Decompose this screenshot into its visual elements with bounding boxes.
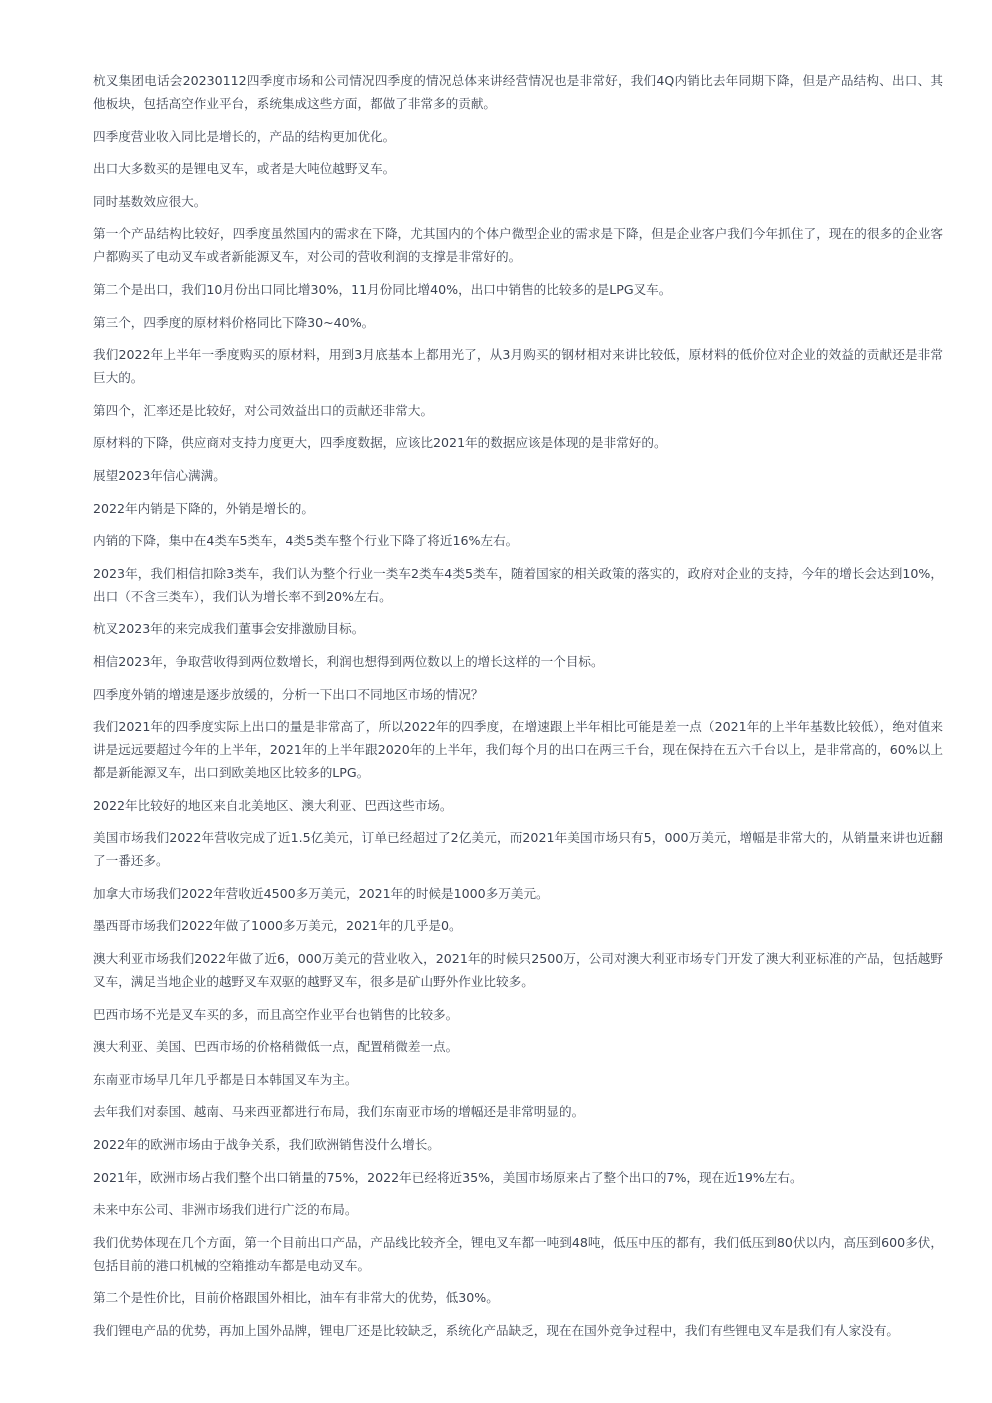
paragraph: 2022年内销是下降的，外销是增长的。	[93, 500, 314, 516]
paragraph: 2021年，欧洲市场占我们整个出口销量的75%，2022年已经将近35%，美国市场原来占了整个出口的7%，现在近19%左右。	[93, 1169, 803, 1185]
paragraph: 第二个是出口，我们10月份出口同比增30%，11月份同比增40%，出口中销售的比较多的是LPG叉车。	[93, 281, 672, 297]
paragraph: 巴西市场不光是叉车买的多，而且高空作业平台也销售的比较多。	[93, 1006, 459, 1022]
paragraph: 澳大利亚市场我们2022年做了近6，000万美元的营业收入，2021年的时候只2500万，公司对澳大利亚市场专门开发了澳大利亚标准的产品，包括越野叉车，满足当地企业的越野叉车双驱的越野叉车，很多是矿山野外作业比较多。	[93, 951, 943, 990]
paragraph: 相信2023年，争取营收得到两位数增长，利润也想得到两位数以上的增长这样的一个目标。	[93, 653, 604, 669]
paragraph: 东南亚市场早几年几乎都是日本韩国叉车为主。	[93, 1071, 358, 1087]
paragraph: 杭叉2023年的来完成我们董事会安排激励目标。	[93, 621, 365, 637]
paragraph: 美国市场我们2022年营收完成了近1.5亿美元，订单已经超过了2亿美元，而2021年美国市场只有5，000万美元，增幅是非常大的，从销量来讲也近翻了一番还多。	[93, 830, 943, 869]
paragraph: 我们2021年的四季度实际上出口的量是非常高了，所以2022年的四季度，在增速跟上半年相比可能是差一点（2021年的上半年基数比较低），绝对值来讲是远远要超过今年的上半年，2021年的上半年跟2020年的上半年，我们每个月的出口在两三千台，现在保持在五六千台以上，是非常高的，60%以上都是新能源叉车，出口到欧美地区比较多的LPG。	[93, 719, 943, 781]
paragraph: 原材料的下降，供应商对支持力度更大，四季度数据，应该比2021年的数据应该是体现的是非常好的。	[93, 435, 667, 451]
paragraph: 展望2023年信心满满。	[93, 467, 226, 483]
paragraph: 四季度营业收入同比是增长的，产品的结构更加优化。	[93, 128, 396, 144]
paragraph: 2023年，我们相信扣除3类车，我们认为整个行业一类车2类车4类5类车，随着国家的相关政策的落实的，政府对企业的支持，今年的增长会达到10%，出口（不含三类车），我们认为增长率不到20%左右。	[93, 565, 943, 604]
paragraph: 去年我们对泰国、越南、马来西亚都进行布局，我们东南亚市场的增幅还是非常明显的。	[93, 1104, 585, 1120]
paragraph: 第二个是性价比，目前价格跟国外相比，油车有非常大的优势，低30%。	[93, 1290, 499, 1306]
paragraph: 我们锂电产品的优势，再加上国外品牌，锂电厂还是比较缺乏，系统化产品缺乏，现在在国外竞争过程中，我们有些锂电叉车是我们有人家没有。	[93, 1323, 899, 1338]
paragraph: 加拿大市场我们2022年营收近4500多万美元，2021年的时候是1000多万美元。	[93, 885, 549, 901]
paragraph-question: 四季度外销的增速是逐步放缓的，分析一下出口不同地区市场的情况？	[93, 686, 484, 702]
paragraph: 第一个产品结构比较好，四季度虽然国内的需求在下降，尤其国内的个体户微型企业的需求是下降，但是企业客户我们今年抓住了，现在的很多的企业客户都购买了电动叉车或者新能源叉车，对公司的营收利润的支撑是非常好的。	[93, 226, 943, 265]
paragraph-intro: 杭叉集团电话会20230112四季度市场和公司情况四季度的情况总体来讲经营情况也是非常好，我们4Q内销比去年同期下降，但是产品结构、出口、其他板块，包括高空作业平台，系统集成这些方面，都做了非常多的贡献。	[93, 73, 943, 111]
paragraph: 第四个，汇率还是比较好，对公司效益出口的贡献还非常大。	[93, 402, 434, 418]
paragraph: 2022年的欧洲市场由于战争关系，我们欧洲销售没什么增长。	[93, 1137, 440, 1153]
paragraph: 同时基数效应很大。	[93, 193, 207, 209]
paragraph: 内销的下降，集中在4类车5类车，4类5类车整个行业下降了将近16%左右。	[93, 533, 519, 549]
paragraph: 澳大利亚、美国、巴西市场的价格稍微低一点，配置稍微差一点。	[93, 1039, 459, 1055]
paragraph: 第三个，四季度的原材料价格同比下降30~40%。	[93, 314, 375, 330]
paragraph: 我们2022年上半年一季度购买的原材料，用到3月底基本上都用光了，从3月购买的钢材相对来讲比较低，原材料的低价位对企业的效益的贡献还是非常巨大的。	[93, 347, 943, 386]
paragraph: 2022年比较好的地区来自北美地区、澳大利亚、巴西这些市场。	[93, 797, 453, 813]
document-body	[93, 69, 943, 1352]
paragraph: 墨西哥市场我们2022年做了1000多万美元，2021年的几乎是0。	[93, 918, 462, 934]
paragraph: 未来中东公司、非洲市场我们进行广泛的布局。	[93, 1202, 358, 1218]
paragraph: 我们优势体现在几个方面，第一个目前出口产品，产品线比较齐全，锂电叉车都一吨到48吨，低压中压的都有，我们低压到80伏以内，高压到600多伏，包括目前的港口机械的空箱推动车都是电动叉车。	[93, 1234, 943, 1273]
paragraph: 出口大多数买的是锂电叉车，或者是大吨位越野叉车。	[93, 161, 396, 177]
